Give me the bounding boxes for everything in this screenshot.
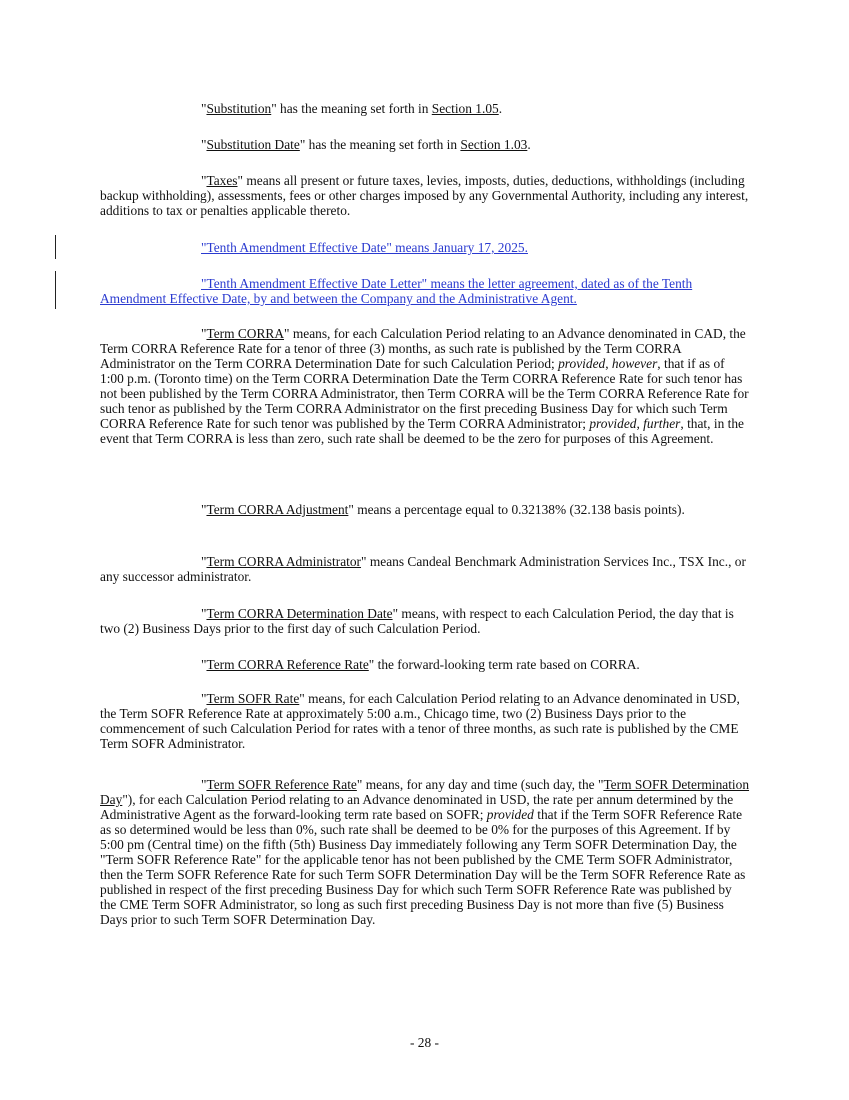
- definition-term-corra: "Term CORRA" means, for each Calculation Period relating to an Advance denominated in CAD, the Term CORRA Reference Rate for a tenor of three (3) months, as such rate is published by the Term CORRA Administrator on the Term CORRA Determination Date for such Calculation Period; provided, however, that if as of 1:00 p.m. (Toronto time) on the Term CORRA Determination Date the Term CORRA Reference Rate for such tenor has not been published by the Term CORRA Administrator, then Term CORRA will be the Term CORRA Reference Rate for such tenor as published by the Term CORRA Administrator on the first preceding Business Day for which such Term CORRA Reference Rate for such tenor was published by the Term CORRA Administrator; provided, further, that, in the event that Term CORRA is less than zero, such rate shall be deemed to be the zero for purposes of this Agreement.: [100, 326, 749, 446]
- definition-tenth-amendment-effective-date: [100, 240, 750, 255]
- definition-substitution-date: "Substitution Date" has the meaning set forth in Section 1.03.: [201, 137, 531, 152]
- defined-term: Taxes: [206, 173, 238, 188]
- definition-term-corra-determination-date: "Term CORRA Determination Date" means, with respect to each Calculation Period, the day that is two (2) Business Days prior to the first day of such Calculation Period.: [100, 606, 734, 636]
- defined-term: Term SOFR Rate: [206, 691, 300, 706]
- defined-term: Term CORRA Determination Date: [206, 606, 393, 621]
- page-number: - 28 -: [409, 1035, 439, 1050]
- definition-term-corra-administrator: "Term CORRA Administrator" means Candeal Benchmark Administration Services Inc., TSX Inc., or any successor administrator.: [100, 554, 746, 584]
- defined-term: Term CORRA Reference Rate: [206, 657, 369, 672]
- defined-term: Term CORRA: [206, 326, 285, 341]
- definition-tenth-amendment-letter: [100, 276, 750, 306]
- definition-term-corra-reference-rate: "Term CORRA Reference Rate" the forward-looking term rate based on CORRA.: [201, 657, 640, 672]
- definition-term-corra-adjustment: "Term CORRA Adjustment" means a percentage equal to 0.32138% (32.138 basis points).: [201, 502, 685, 517]
- definition-taxes: "Taxes" means all present or future taxes, levies, imposts, duties, deductions, withholdings (including backup withholding), assessments, fees or other charges imposed by any Governmental Authority, including any interest, additions to tax or penalties applicable thereto.: [100, 173, 749, 218]
- definition-substitution: "Substitution" has the meaning set forth in Section 1.05.: [201, 101, 503, 116]
- definition-term-sofr-reference-rate: "Term SOFR Reference Rate" means, for any day and time (such day, the "Term SOFR Determination Day"), for each Calculation Period relating to an Advance denominated in USD, the rate per annum determined by the Administrative Agent as the forward-looking term rate based on SOFR; provided that if the Term SOFR Reference Rate as so determined would be less than 0%, such rate shall be deemed to be 0% for the purposes of this Agreement. If by 5:00 pm (Central time) on the fifth (5th) Business Day immediately following any Term SOFR Determination Day, the "Term SOFR Reference Rate" for the applicable tenor has not been published by the CME Term SOFR Administrator, then the Term SOFR Reference Rate for such Term SOFR Determination Day will be the Term SOFR Reference Rate as published in respect of the first preceding Business Day for which such Term SOFR Reference Rate was published by the CME Term SOFR Administrator, so long as such first preceding Business Day is not more than five (5) Business Days prior to such Term SOFR Determination Day.: [100, 777, 750, 927]
- inserted-text: "Tenth Amendment Effective Date" means January 17, 2025.: [201, 240, 528, 255]
- defined-term: Term CORRA Administrator: [206, 554, 362, 569]
- defined-term: Term SOFR Determination Day: [100, 777, 750, 807]
- change-bar: [55, 271, 56, 309]
- defined-term: Substitution Date: [206, 137, 300, 152]
- defined-term: Term CORRA Adjustment: [206, 502, 349, 517]
- section-reference: Section 1.05: [431, 101, 499, 116]
- defined-term: Substitution: [206, 101, 272, 116]
- definition-term-sofr-rate: "Term SOFR Rate" means, for each Calculation Period relating to an Advance denominated in USD, the Term SOFR Reference Rate at approximately 5:00 a.m., Chicago time, two (2) Business Days prior to the commencement of such Calculation Period for rates with a tenor of three months, as such rate is published by the CME Term SOFR Administrator.: [100, 691, 740, 751]
- inserted-text: "Tenth Amendment Effective Date Letter" means the letter agreement, dated as of the Tenth Amendment Effective Date, by and between the Company and the Administrative Agent.: [100, 276, 693, 306]
- defined-term: Term SOFR Reference Rate: [206, 777, 357, 792]
- change-bar: [55, 235, 56, 259]
- section-reference: Section 1.03: [460, 137, 528, 152]
